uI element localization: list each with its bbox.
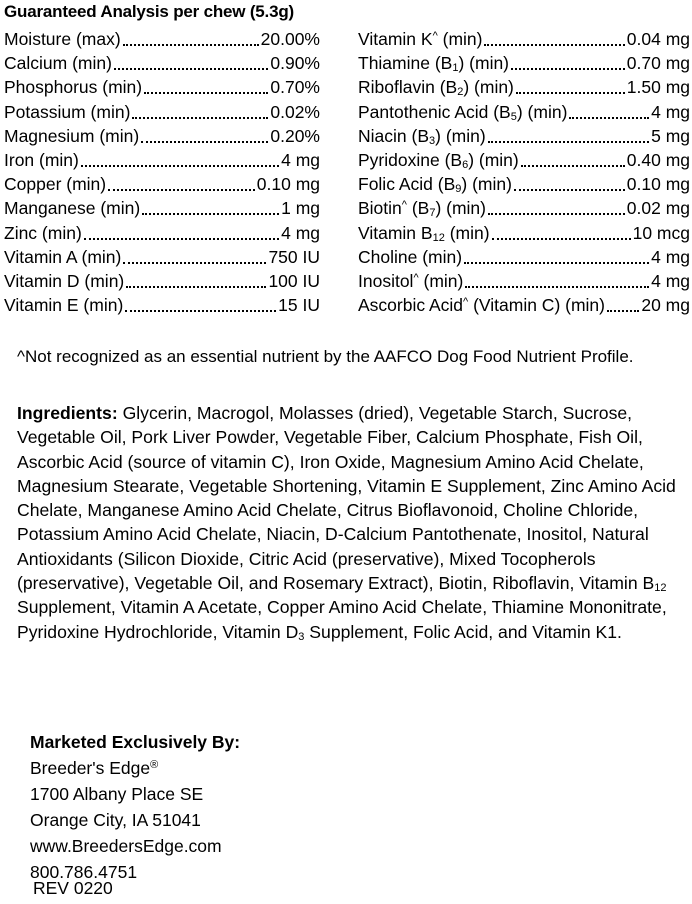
- dot-leader: [126, 286, 266, 288]
- nutrient-value: 4 mg: [651, 270, 690, 291]
- ingredients-paragraph: [17, 401, 682, 644]
- nutrient-subscript: 6: [462, 158, 469, 171]
- street-address: 1700 Albany Place SE: [30, 784, 204, 804]
- nutrient-label: Vitamin E (min): [4, 295, 124, 316]
- company-text: Breeder's Edge: [30, 758, 151, 778]
- nutrient-label: Vitamin A (min): [4, 246, 122, 267]
- nutrient-suffix: (B: [406, 198, 430, 219]
- nutrient-label: Copper (min): [4, 174, 107, 195]
- company-name: [30, 755, 240, 781]
- nutrient-row: [358, 172, 690, 196]
- nutrient-name: Pantothenic Acid (B: [358, 101, 511, 122]
- nutrient-label: Moisture (max): [4, 29, 121, 49]
- nutrient-value: 4 mg: [651, 101, 690, 122]
- dot-leader: [108, 189, 255, 191]
- nutrient-row: [4, 51, 320, 75]
- nutrient-label: [358, 221, 490, 245]
- nutrient-name: Niacin (B: [358, 125, 429, 146]
- nutrient-suffix: (min): [418, 270, 464, 291]
- nutrient-label: [358, 124, 486, 148]
- nutrient-row: [358, 124, 690, 148]
- ingredients-heading: Ingredients:: [17, 403, 118, 423]
- nutrient-row: [358, 75, 690, 99]
- nutrient-value: 0.04 mg: [626, 29, 690, 49]
- not-essential-mark: ^: [401, 199, 407, 212]
- nutrient-row: [4, 124, 320, 148]
- nutrient-label: Iron (min): [4, 149, 79, 170]
- nutrient-row: [358, 51, 690, 75]
- nutrient-suffix: ) (min): [435, 125, 486, 146]
- dot-leader: [123, 262, 266, 264]
- marketed-heading: Marketed Exclusively By:: [30, 732, 241, 752]
- nutrient-suffix: (Vitamin C) (min): [468, 295, 605, 316]
- nutrient-label: [358, 196, 486, 220]
- not-essential-mark: ^: [463, 296, 469, 309]
- nutrient-label: [358, 293, 605, 317]
- dot-leader: [114, 68, 268, 70]
- nutrient-label: Zinc (min): [4, 222, 82, 243]
- dot-leader: [123, 44, 259, 46]
- nutrient-value: 4 mg: [281, 149, 320, 170]
- nutrient-value: 1.50 mg: [626, 77, 690, 98]
- nutrient-suffix: ) (min): [458, 53, 510, 74]
- nutrient-value: 10 mcg: [632, 222, 690, 243]
- nutrient-name: Vitamin B: [358, 222, 433, 243]
- nutrient-label: Manganese (min): [4, 198, 141, 219]
- nutrient-row: [358, 293, 690, 317]
- nutrient-value: 4 mg: [651, 246, 690, 267]
- nutrient-name: Thiamine (B: [358, 53, 453, 74]
- nutrient-suffix: ) (min): [435, 198, 486, 219]
- nutrient-value: 750 IU: [268, 246, 320, 267]
- nutrient-name: Pyridoxine (B: [358, 149, 463, 170]
- nutrient-subscript: 12: [432, 231, 445, 244]
- nutrient-label: Vitamin D (min): [4, 270, 125, 291]
- nutrient-label: [358, 51, 509, 75]
- nutrient-row: [4, 269, 320, 293]
- nutrient-label: Potassium (min): [4, 101, 131, 122]
- nutrient-suffix: ) (min): [463, 77, 514, 98]
- nutrient-subscript: 2: [457, 86, 464, 99]
- nutrient-value: 0.20%: [270, 125, 320, 146]
- nutrient-name: Riboflavin (B: [358, 77, 458, 98]
- nutrient-value: 0.10 mg: [256, 174, 320, 195]
- nutrient-value: 0.02%: [270, 101, 320, 122]
- analysis-right-column: [358, 27, 690, 317]
- nutrient-name: Vitamin K: [358, 29, 433, 49]
- dot-leader: [488, 213, 625, 215]
- nutrient-value: 100 IU: [268, 270, 320, 291]
- not-essential-mark: ^: [413, 271, 419, 284]
- dot-leader: [492, 238, 631, 240]
- nutrient-subscript: 3: [429, 134, 436, 147]
- nutrient-subscript: 1: [452, 62, 459, 75]
- dot-leader: [516, 92, 625, 94]
- dot-leader: [484, 44, 624, 46]
- nutrient-subscript: 5: [510, 110, 517, 123]
- dot-leader: [521, 165, 625, 167]
- nutrient-row: [358, 27, 690, 51]
- nutrient-row: [358, 245, 690, 269]
- nutrient-value: 20 mg: [641, 295, 690, 316]
- nutrient-row: [358, 269, 690, 293]
- website: www.BreedersEdge.com: [30, 836, 222, 856]
- dot-leader: [84, 238, 279, 240]
- ingredients-subscript: 3: [298, 630, 305, 643]
- nutrient-label: [358, 100, 567, 124]
- city-state-zip: Orange City, IA 51041: [30, 810, 201, 830]
- revision-code: REV 0220: [33, 878, 113, 898]
- aafco-footnote: ^Not recognized as an essential nutrient by the AAFCO Dog Food Nutrient Profile.: [17, 347, 634, 366]
- nutrient-suffix: ) (min): [516, 101, 568, 122]
- nutrient-name: Choline (min): [358, 246, 463, 267]
- registered-mark: ®: [150, 759, 159, 771]
- nutrient-label: [358, 148, 519, 172]
- nutrient-name: Ascorbic Acid: [358, 295, 464, 316]
- nutrient-value: 0.70%: [270, 77, 320, 98]
- nutrient-row: [4, 75, 320, 99]
- guaranteed-analysis-title: Guaranteed Analysis per chew (5.3g): [4, 2, 294, 21]
- analysis-left-column: [4, 27, 320, 317]
- nutrient-suffix: (min): [444, 222, 490, 243]
- ingredients-text: Glycerin, Macrogol, Molasses (dried), Vegetable Starch, Sucrose, Vegetable Oil, Pork Liver Powder, Vegetable Fiber, Calcium Phosphate, Fish Oil, Ascorbic Acid (source of vitamin C), Iron Oxide, Magnesium Amino Acid Chelate, Magnesium Stearate, Vegetable Shortening, Vitamin E Supplement, Zinc Amino Acid Chelate, Manganese Amino Acid Chelate, Citrus Bioflavonoid, Choline Chloride, Potassium Amino Acid Chelate, Niacin, D-Calcium Pantothenate, Inositol, Natural Antioxidants (Silicon Dioxide, Citric Acid (preservative), Mixed Tocopherols (preservative), Vegetable Oil, and Rosemary Extract), Biotin, Riboflavin, Vitamin B: [17, 403, 676, 594]
- dot-leader: [81, 165, 279, 167]
- nutrient-label: Magnesium (min): [4, 125, 140, 146]
- dot-leader: [511, 68, 625, 70]
- nutrient-name: Biotin: [358, 198, 402, 219]
- dot-leader: [142, 213, 279, 215]
- nutrient-suffix: (min): [437, 29, 483, 49]
- dot-leader: [607, 310, 639, 312]
- ingredients-text: Supplement, Vitamin A Acetate, Copper Amino Acid Chelate, Thiamine Mononitrate, Pyridoxine Hydrochloride, Vitamin D: [17, 597, 667, 642]
- nutrient-subscript: 9: [455, 183, 462, 196]
- nutrient-label: [358, 245, 462, 269]
- nutrient-row: [4, 196, 320, 220]
- nutrient-row: [4, 27, 320, 51]
- nutrient-row: [4, 100, 320, 124]
- nutrient-row: [4, 245, 320, 269]
- phone-number: 800.786.4751: [30, 862, 138, 882]
- nutrient-value: 0.90%: [270, 53, 320, 74]
- dot-leader: [125, 310, 276, 312]
- nutrient-value: 0.70 mg: [626, 53, 690, 74]
- nutrient-value: 20.00%: [260, 29, 320, 49]
- dot-leader: [569, 117, 649, 119]
- nutrient-name: Folic Acid (B: [358, 174, 456, 195]
- nutrient-value: 15 IU: [278, 295, 320, 316]
- nutrient-suffix: ) (min): [468, 149, 519, 170]
- dot-leader: [465, 286, 649, 288]
- dot-leader: [514, 189, 625, 191]
- not-essential-mark: ^: [432, 30, 438, 42]
- dot-leader: [488, 141, 649, 143]
- nutrient-label: [358, 172, 512, 196]
- nutrient-row: [358, 100, 690, 124]
- nutrient-row: [358, 221, 690, 245]
- nutrient-label: Calcium (min): [4, 53, 112, 74]
- nutrient-name: Inositol: [358, 270, 414, 291]
- nutrient-value: 4 mg: [281, 222, 320, 243]
- nutrient-value: 1 mg: [281, 198, 320, 219]
- nutrient-label: [358, 75, 514, 99]
- nutrient-row: [358, 196, 690, 220]
- nutrient-value: 0.40 mg: [626, 149, 690, 170]
- nutrient-value: 0.02 mg: [626, 198, 690, 219]
- nutrient-value: 5 mg: [651, 125, 690, 146]
- nutrient-label: [358, 269, 463, 293]
- nutrient-row: [4, 293, 320, 317]
- dot-leader: [141, 141, 268, 143]
- nutrient-subscript: 7: [429, 207, 436, 220]
- nutrient-suffix: ) (min): [461, 174, 512, 195]
- dot-leader: [144, 92, 268, 94]
- dot-leader: [464, 262, 649, 264]
- nutrient-row: [4, 172, 320, 196]
- nutrient-label: Phosphorus (min): [4, 77, 143, 98]
- ingredients-text: Supplement, Folic Acid, and Vitamin K1.: [304, 621, 622, 642]
- nutrient-row: [4, 148, 320, 172]
- dot-leader: [132, 117, 268, 119]
- nutrient-row: [4, 221, 320, 245]
- nutrient-label: [358, 27, 482, 51]
- nutrient-row: [358, 148, 690, 172]
- marketed-by-block: [30, 729, 240, 885]
- nutrient-value: 0.10 mg: [626, 174, 690, 195]
- ingredients-subscript: 12: [654, 582, 667, 595]
